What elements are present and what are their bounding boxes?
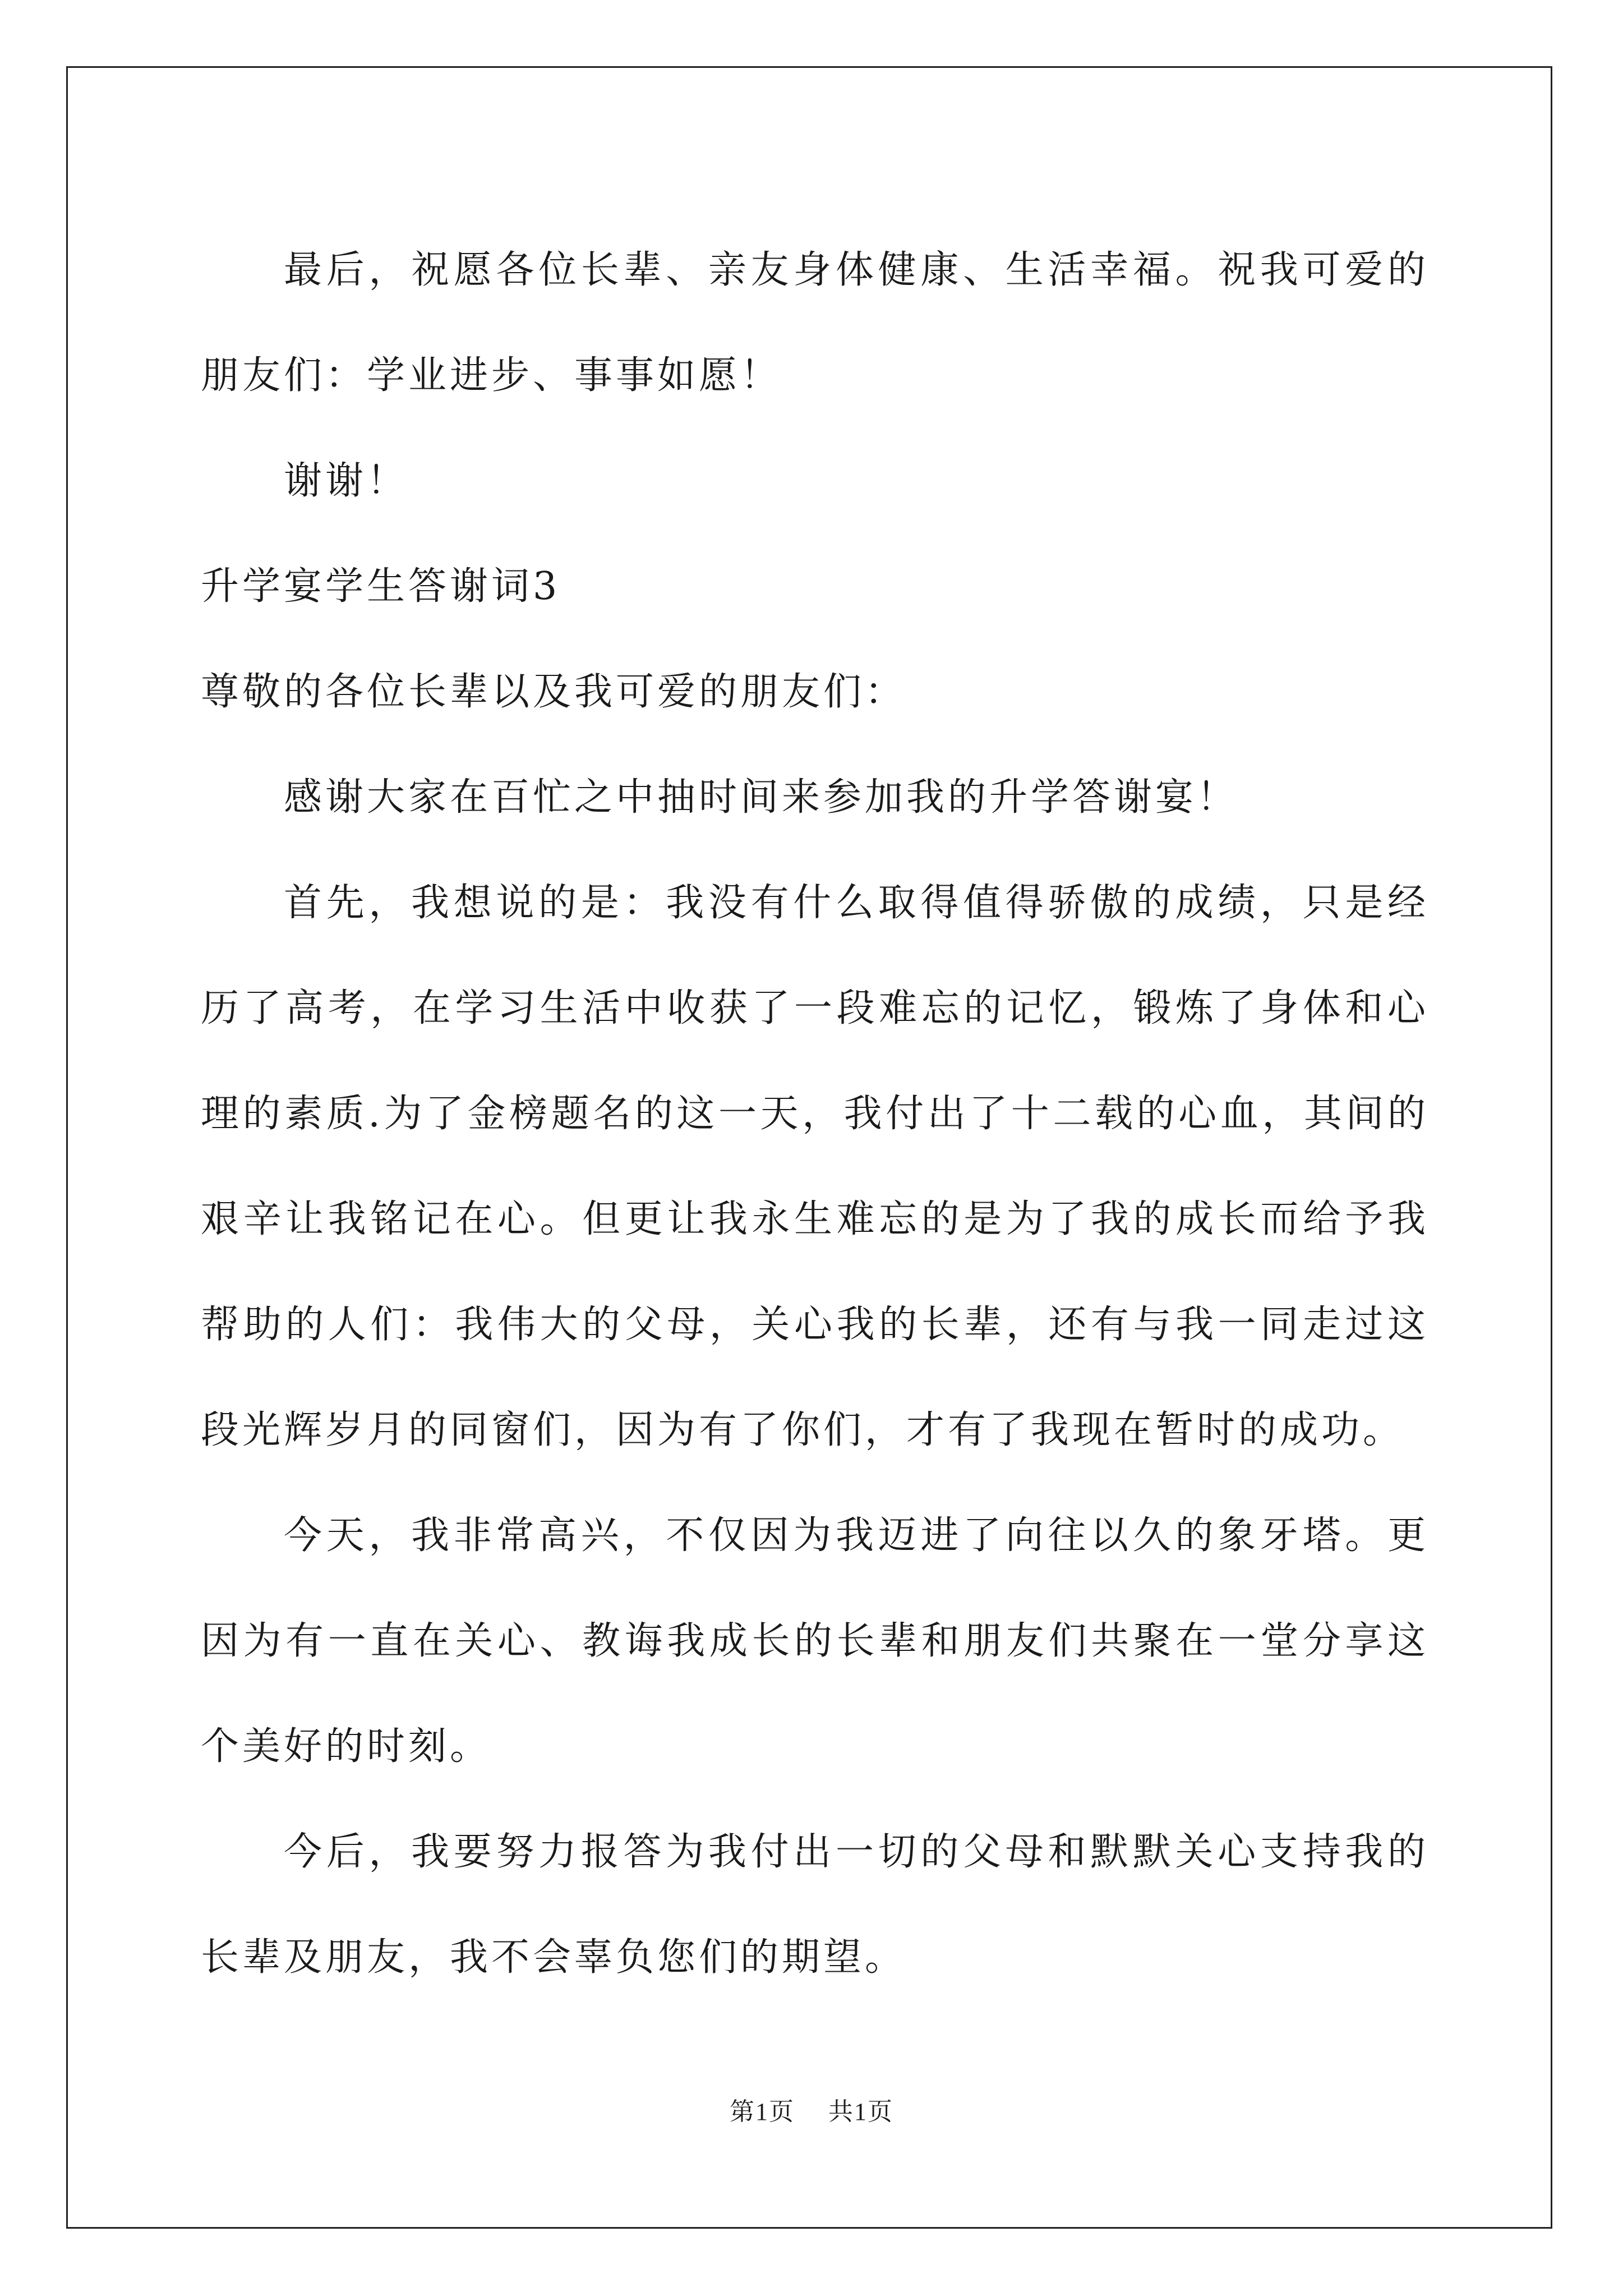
- page-number-current: 第1页: [730, 2098, 795, 2125]
- paragraph-closing-wishes: 最后，祝愿各位长辈、亲友身体健康、生活幸福。祝我可爱的朋友们：学业进步、事事如愿！: [201, 248, 1429, 398]
- paragraph-thanks: 谢谢！: [284, 459, 409, 503]
- paragraph-future: 今后，我要努力报答为我付出一切的父母和默默关心支持我的长辈及朋友，我不会辜负您们的期望。: [201, 1830, 1429, 1980]
- salutation: 尊敬的各位长辈以及我可爱的朋友们：: [201, 670, 907, 714]
- paragraph-gratitude: 感谢大家在百忙之中抽时间来参加我的升学答谢宴！: [284, 775, 1239, 820]
- page-footer: [0, 2091, 1623, 2127]
- paragraph-first: 首先，我想说的是：我没有什么取得值得骄傲的成绩，只是经历了高考，在学习生活中收获了一段难忘的记忆，锻炼了身体和心理的素质.为了金榜题名的这一天，我付出了十二载的心血，其间的艰辛让我铭记在心。但更让我永生难忘的是为了我的成长而给予我帮助的人们：我伟大的父母，关心我的长辈，还有与我一同走过这段光辉岁月的同窗们，因为有了你们，才有了我现在暂时的成功。: [201, 881, 1429, 1452]
- page-number-total: 共1页: [828, 2098, 893, 2125]
- paragraph-today: 今天，我非常高兴，不仅因为我迈进了向往以久的象牙塔。更因为有一直在关心、教诲我成长的长辈和朋友们共聚在一堂分享这个美好的时刻。: [201, 1513, 1429, 1769]
- document-body: [201, 218, 1429, 2010]
- section-heading: 升学宴学生答谢词3: [201, 564, 561, 609]
